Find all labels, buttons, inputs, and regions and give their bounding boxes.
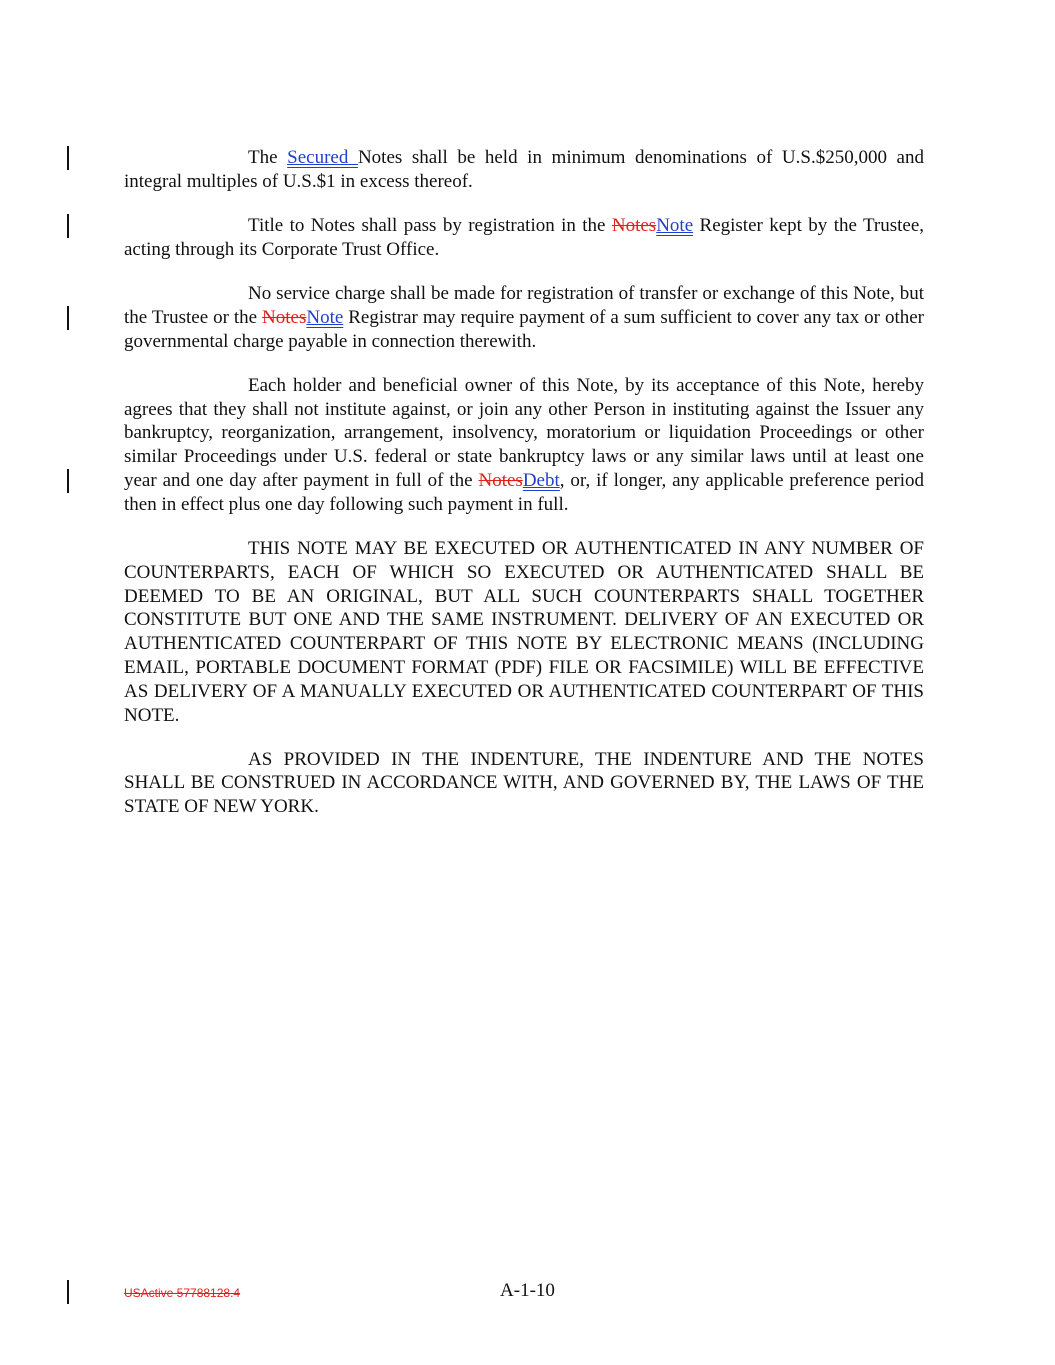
footer-document-id: USActive 57788128.4 (124, 1286, 241, 1300)
change-bar (67, 214, 69, 238)
tracked-insertion: Debt (522, 469, 560, 491)
tracked-insertion: Note (306, 306, 344, 328)
paragraph-non-petition (124, 374, 924, 517)
tracked-deletion: Notes (478, 469, 523, 491)
change-bar (67, 469, 69, 493)
change-bar (67, 146, 69, 170)
text-run: Notes shall be held in minimum denominations of U.S.$250,000 and integral multiples of U.S.$1 in excess thereof. (124, 147, 924, 192)
paragraph-governing-law (124, 748, 924, 819)
tracked-insertion: Note (656, 214, 694, 236)
text-run: THIS NOTE MAY BE EXECUTED OR AUTHENTICATED IN ANY NUMBER OF COUNTERPARTS, EACH OF WHICH SO EXECUTED OR AUTHENTICATED SHALL BE DEEMED TO BE AN ORIGINAL, BUT ALL SUCH COUNTERPARTS SHALL TOGETHER CONSTITUTE BUT ONE AND THE SAME INSTRUMENT. DELIVERY OF AN EXECUTED OR AUTHENTICATED COUNTERPART OF THIS NOTE BY ELECTRONIC MEANS (INCLUDING EMAIL, PORTABLE DOCUMENT FORMAT (PDF) FILE OR FACSIMILE) WILL BE EFFECTIVE AS DELIVERY OF A MANUALLY EXECUTED OR AUTHENTICATED COUNTERPART OF THIS NOTE. (124, 537, 924, 726)
text-run: Register kept by the Trustee, acting through its Corporate Trust Office. (124, 214, 924, 260)
text-run: The (248, 147, 288, 168)
page-number: A-1-10 (500, 1280, 555, 1301)
paragraph-counterparts (124, 537, 924, 727)
change-bar (67, 306, 69, 330)
document-body (124, 146, 924, 839)
tracked-deletion: Notes (262, 306, 307, 328)
text-run: No service charge shall be made for registration of transfer or exchange of this Note, but the Trustee or the (124, 282, 924, 328)
paragraph-service-charge (124, 282, 924, 353)
text-run: , or, if longer, any applicable preference period then in effect plus one day following such payment in full. (124, 469, 925, 515)
paragraph-title-transfer (124, 214, 924, 262)
tracked-deletion: Notes (611, 214, 657, 236)
paragraph-denominations (124, 146, 924, 194)
text-run: Each holder and beneficial owner of this Note, by its acceptance of this Note, hereby agrees that they shall not institute against, or join any other Person in instituting against the Issuer any bankruptcy, reorganization, arrangement, insolvency, moratorium or liquidation Proceedings or other similar Proceedings under U.S. federal or state bankruptcy laws or any similar laws until at least one year and one day after payment in full of the (124, 374, 924, 491)
text-run: Registrar may require payment of a sum sufficient to cover any tax or other governmental charge payable in connection therewith. (124, 306, 924, 352)
text-run: AS PROVIDED IN THE INDENTURE, THE INDENTURE AND THE NOTES SHALL BE CONSTRUED IN ACCORDANCE WITH, AND GOVERNED BY, THE LAWS OF THE STATE OF NEW YORK. (124, 748, 924, 818)
tracked-insertion: Secured (287, 147, 358, 168)
text-run: Title to Notes shall pass by registration in the (248, 214, 612, 236)
